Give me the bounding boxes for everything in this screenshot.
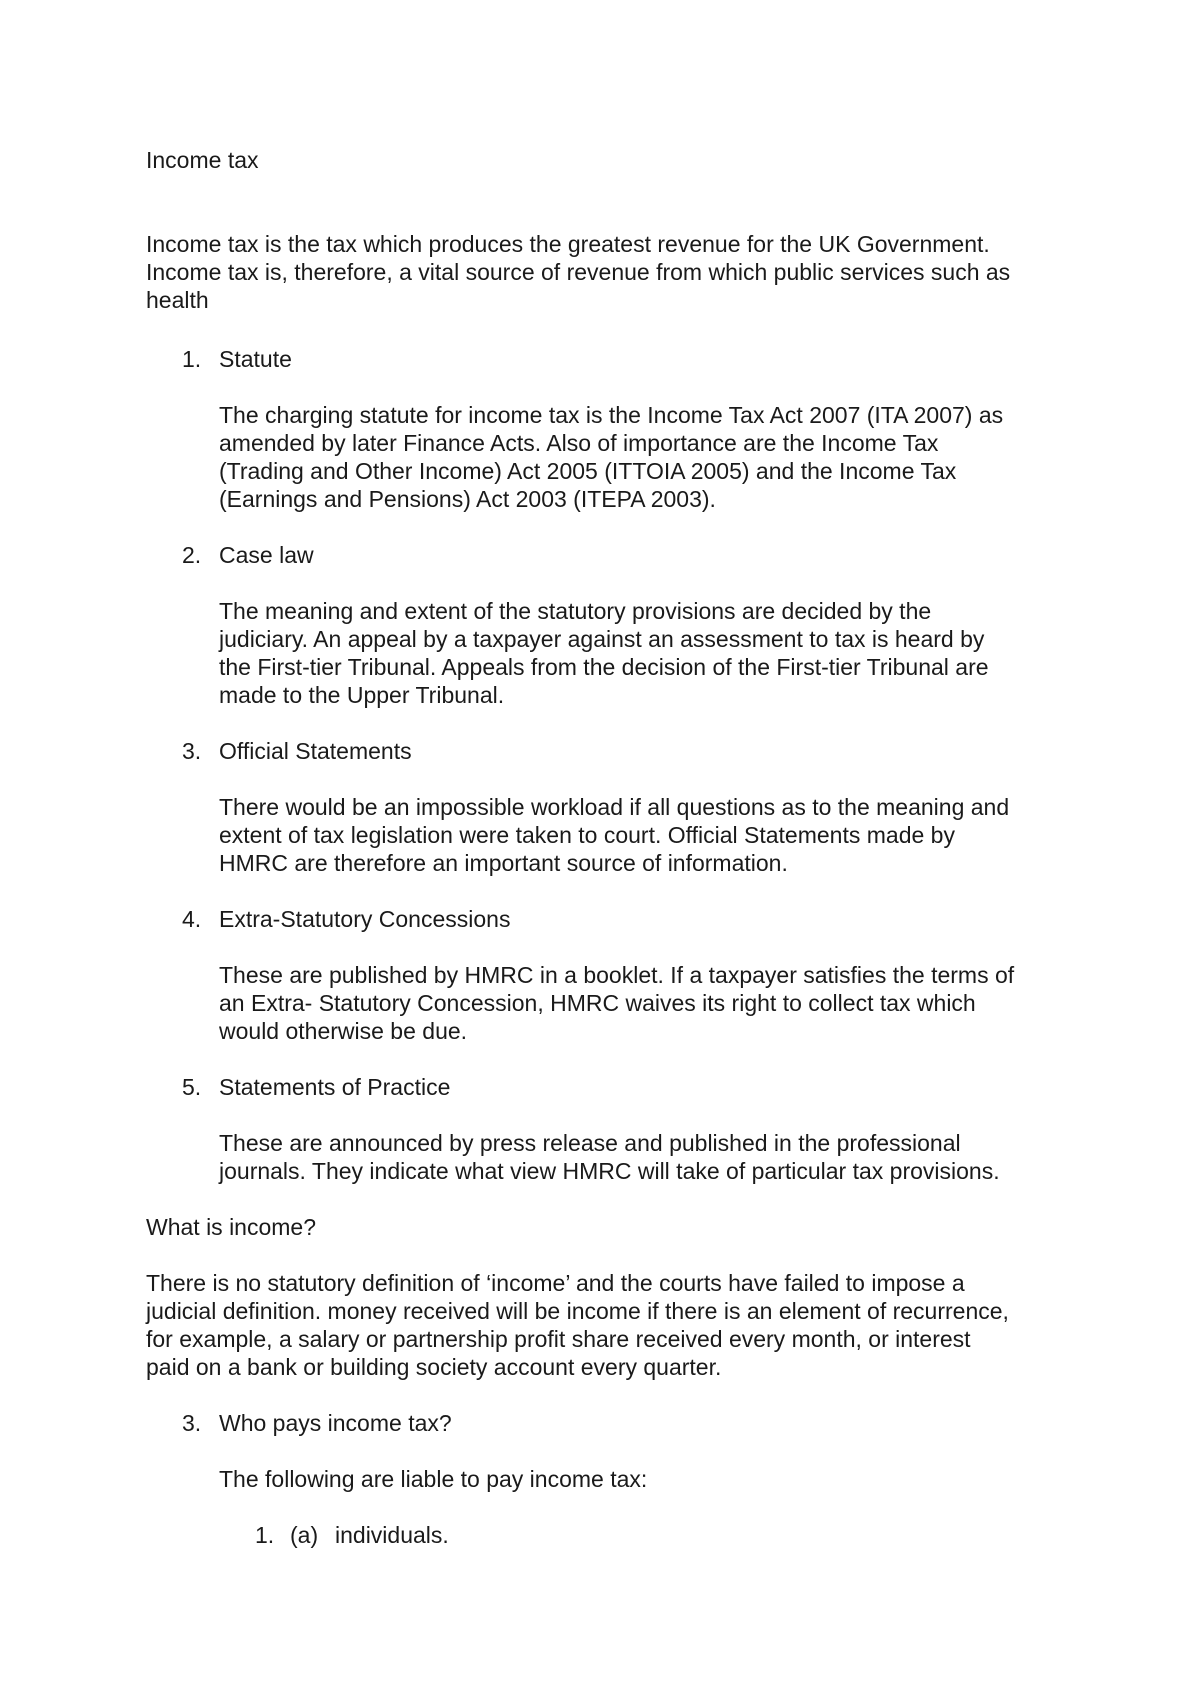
text-line: would otherwise be due. bbox=[219, 1018, 468, 1044]
section-body bbox=[219, 793, 1009, 877]
what-is-income-paragraph bbox=[146, 1269, 1009, 1381]
section-number: 5. bbox=[182, 1074, 202, 1100]
text-line: Income tax is, therefore, a vital source of revenue from which public services such as bbox=[146, 259, 1011, 285]
section-number: 2. bbox=[182, 542, 202, 568]
section-heading: Statements of Practice bbox=[219, 1074, 451, 1100]
section-heading: Who pays income tax? bbox=[219, 1410, 452, 1436]
text-line: (Earnings and Pensions) Act 2003 (ITEPA 2003). bbox=[219, 486, 716, 512]
section-heading: Extra-Statutory Concessions bbox=[219, 906, 511, 932]
sub-item-label: (a) bbox=[290, 1522, 319, 1548]
section-heading: Case law bbox=[219, 542, 314, 568]
text-line: The charging statute for income tax is the Income Tax Act 2007 (ITA 2007) as bbox=[219, 402, 1004, 428]
section-body bbox=[219, 1129, 1000, 1185]
text-line: There is no statutory definition of ‘income’ and the courts have failed to impose a bbox=[146, 1270, 965, 1296]
text-line: health bbox=[146, 287, 209, 313]
text-line: HMRC are therefore an important source of information. bbox=[219, 850, 788, 876]
section-heading: Statute bbox=[219, 346, 292, 372]
text-line: These are announced by press release and published in the professional bbox=[219, 1130, 961, 1156]
text-line: These are published by HMRC in a booklet. If a taxpayer satisfies the terms of bbox=[219, 962, 1015, 988]
section-number: 1. bbox=[182, 346, 202, 372]
section-number: 3. bbox=[182, 1410, 202, 1436]
section-body bbox=[219, 961, 1014, 1045]
text-line: for example, a salary or partnership profit share received every month, or interest bbox=[146, 1326, 971, 1352]
text-line: Income tax is the tax which produces the greatest revenue for the UK Government. bbox=[146, 231, 990, 257]
section-body bbox=[219, 597, 989, 709]
text-line: The meaning and extent of the statutory provisions are decided by the bbox=[219, 598, 932, 624]
section-number: 4. bbox=[182, 906, 202, 932]
text-line: paid on a bank or building society account every quarter. bbox=[146, 1354, 722, 1380]
section-heading: Official Statements bbox=[219, 738, 412, 764]
text-line: an Extra- Statutory Concession, HMRC waives its right to collect tax which bbox=[219, 990, 976, 1016]
text-line: amended by later Finance Acts. Also of importance are the Income Tax bbox=[219, 430, 939, 456]
text-line: the First-tier Tribunal. Appeals from the decision of the First-tier Tribunal are bbox=[219, 654, 989, 680]
document-title: Income tax bbox=[146, 147, 259, 173]
what-is-income-heading: What is income? bbox=[146, 1214, 317, 1240]
text-line: There would be an impossible workload if all questions as to the meaning and bbox=[219, 794, 1010, 820]
sub-item-number: 1. bbox=[255, 1522, 275, 1548]
section-number: 3. bbox=[182, 738, 202, 764]
text-line: extent of tax legislation were taken to court. Official Statements made by bbox=[219, 822, 955, 848]
text-line: made to the Upper Tribunal. bbox=[219, 682, 505, 708]
text-line: judicial definition. money received will be income if there is an element of recurrence, bbox=[146, 1298, 1009, 1324]
text-line: (Trading and Other Income) Act 2005 (ITTOIA 2005) and the Income Tax bbox=[219, 458, 957, 484]
text-line: journals. They indicate what view HMRC will take of particular tax provisions. bbox=[219, 1158, 1000, 1184]
sub-item-text: individuals. bbox=[335, 1522, 449, 1548]
section-body: The following are liable to pay income tax: bbox=[219, 1466, 648, 1492]
section-body bbox=[219, 401, 1003, 513]
intro-paragraph bbox=[146, 230, 1010, 314]
text-line: judiciary. An appeal by a taxpayer against an assessment to tax is heard by bbox=[219, 626, 985, 652]
